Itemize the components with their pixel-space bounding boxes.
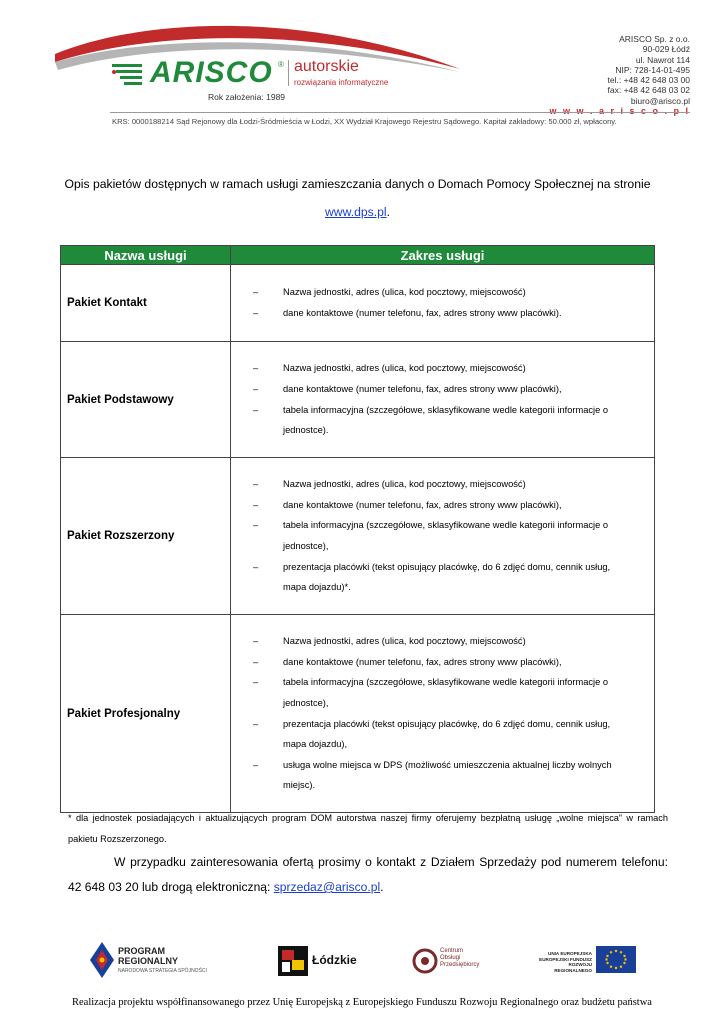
arisco-logo — [110, 58, 410, 106]
table-row — [61, 615, 655, 813]
centrum-obslugi-mark-icon — [412, 946, 438, 976]
list-item: – dane kontaktowe (numer telefonu, fax, adres strony www placówki), — [253, 652, 634, 673]
company-email: biuro@arisco.pl — [630, 95, 690, 106]
scope-list — [253, 282, 634, 323]
scope-list — [253, 358, 634, 440]
company-line: tel.: +48 42 648 03 00 — [607, 75, 690, 86]
centrum-obslugi-logo — [412, 938, 502, 982]
krs-registration: KRS: 0000188214 Sąd Rejonowy dla Łodzi-Śródmieścia w Łodzi, XX Wydział Krajowego Rejestru Sądowego. Kapitał zakładowy: 50.000 zł, wpłacony. — [112, 117, 617, 126]
list-item: – tabela informacyjna (szczegółowe, sklasyfikowane wedle kategorii informacje o jednostce), — [253, 515, 634, 556]
intro-text: Opis pakietów dostępnych w ramach usługi zamieszczania danych o Domach Pomocy Społecznej na stronie — [64, 177, 651, 191]
list-item: – prezentacja placówki (tekst opisujący placówkę, do 6 zdjęć domu, cennik usług, mapa dojazdu), — [253, 714, 634, 755]
contact-line-2: 42 648 03 20 lub drogą elektroniczną: — [68, 880, 274, 894]
list-item: – tabela informacyjna (szczegółowe, sklasyfikowane wedle kategorii informacje o jednostce). — [253, 400, 634, 441]
list-item: – Nazwa jednostki, adres (ulica, kod pocztowy, miejscowość) — [253, 358, 634, 379]
registered-mark: ® — [278, 60, 284, 69]
package-name: Pakiet Kontakt — [61, 265, 231, 342]
package-scope — [231, 458, 655, 615]
list-item: – Nazwa jednostki, adres (ulica, kod pocztowy, miejscowość) — [253, 282, 634, 303]
funding-statement: Realizacja projektu współfinansowanego przez Unię Europejską z Europejskiego Funduszu Rozwoju Regionalnego oraz budżetu państwa — [72, 997, 652, 1008]
package-name: Pakiet Podstawowy — [61, 342, 231, 458]
eu-fund-text — [530, 951, 592, 973]
contact-paragraph — [68, 850, 668, 900]
program-regionalny-mark-icon — [90, 942, 114, 978]
company-line: ARISCO Sp. z o.o. — [619, 34, 690, 44]
lodzkie-logo — [278, 938, 368, 982]
logo-tagline-sub: rozwiązania informatyczne — [294, 78, 389, 87]
column-header-name: Nazwa usługi — [61, 246, 231, 265]
table-row — [61, 342, 655, 458]
arisco-logo-text: ARISCO — [150, 56, 273, 89]
regionalny-line: REGIONALNY — [118, 956, 179, 966]
intro-period: . — [386, 205, 391, 219]
list-item: – dane kontaktowe (numer telefonu, fax, adres strony www placówki), — [253, 495, 634, 516]
scope-list — [253, 631, 634, 796]
eu-flag-icon — [596, 946, 636, 973]
centrum-obslugi-text — [440, 948, 479, 969]
list-item: – Nazwa jednostki, adres (ulica, kod pocztowy, miejscowość) — [253, 631, 634, 652]
list-item: – Nazwa jednostki, adres (ulica, kod pocztowy, miejscowość) — [253, 474, 634, 495]
program-regionalny-subtitle: NARODOWA STRATEGIA SPÓJNOŚCI — [118, 968, 207, 974]
company-line: NIP: 728-14-01-495 — [615, 64, 690, 75]
lodzkie-mark-icon — [278, 946, 308, 976]
eu-line: ROZWOJU REGIONALNEGO — [554, 962, 592, 973]
sales-email-link[interactable]: sprzedaz@arisco.pl — [273, 880, 381, 894]
package-scope — [231, 615, 655, 813]
package-name: Pakiet Profesjonalny — [61, 615, 231, 813]
program-line: PROGRAM — [118, 946, 165, 956]
footer-logos — [0, 938, 724, 988]
column-header-scope: Zakres usługi — [231, 246, 655, 265]
lodzkie-text: Łódzkie — [312, 953, 357, 967]
scope-list — [253, 474, 634, 598]
header-divider — [110, 112, 690, 113]
package-scope — [231, 265, 655, 342]
program-regionalny-text — [118, 946, 178, 966]
list-item: – dane kontaktowe (numer telefonu, fax, adres strony www placówki). — [253, 303, 634, 324]
company-line: fax: +48 42 648 03 02 — [607, 85, 690, 96]
list-item: – dane kontaktowe (numer telefonu, fax, adres strony www placówki), — [253, 379, 634, 400]
services-table — [60, 245, 655, 813]
program-regionalny-logo — [90, 938, 210, 982]
table-header-row — [61, 246, 655, 265]
logo-tagline: autorskie — [294, 58, 359, 75]
contact-line-1: W przypadku zainteresowania ofertą prosimy o kontakt z Działem Sprzedaży pod numerem telefonu: — [114, 855, 668, 869]
list-item: – tabela informacyjna (szczegółowe, sklasyfikowane wedle kategorii informacje o jednostce), — [253, 672, 634, 713]
table-row — [61, 458, 655, 615]
letterhead — [0, 0, 724, 130]
contact-period: . — [380, 880, 384, 894]
list-item: – prezentacja placówki (tekst opisujący placówkę, do 6 zdjęć domu, cennik usług, mapa dojazdu)*. — [253, 557, 634, 598]
company-line: 90-029 Łódź — [642, 44, 690, 55]
obslugi-line: Obsługi — [440, 955, 461, 961]
dps-link[interactable]: www.dps.pl — [324, 205, 387, 219]
eu-line: EUROPEJSKI FUNDUSZ — [539, 956, 592, 962]
package-scope — [231, 342, 655, 458]
table-row — [61, 265, 655, 342]
list-item: – usługa wolne miejsca w DPS (możliwość umieszczenia aktualnej liczby wolnych miejsc). — [253, 755, 634, 796]
footnote: * dla jednostek posiadających i aktualizujących program DOM autorstwa naszej firmy oferujemy bezpłatną usługę „wolne miejsca” w ramach pakietu Rozszerzonego. — [68, 813, 668, 844]
founding-year: Rok założenia: 1989 — [208, 92, 286, 102]
eu-line: UNIA EUROPEJSKA — [548, 951, 592, 956]
centrum-line: Centrum — [440, 948, 464, 954]
company-line: ul. Nawrot 114 — [635, 54, 690, 65]
arisco-logo-mark-icon — [110, 62, 148, 86]
logo-divider — [288, 60, 289, 86]
przedsiebiorcy-line: Przedsiębiorcy — [440, 962, 480, 968]
intro-paragraph — [60, 170, 655, 226]
eu-logo — [530, 938, 640, 982]
package-name: Pakiet Rozszerzony — [61, 458, 231, 615]
company-address — [549, 34, 690, 116]
